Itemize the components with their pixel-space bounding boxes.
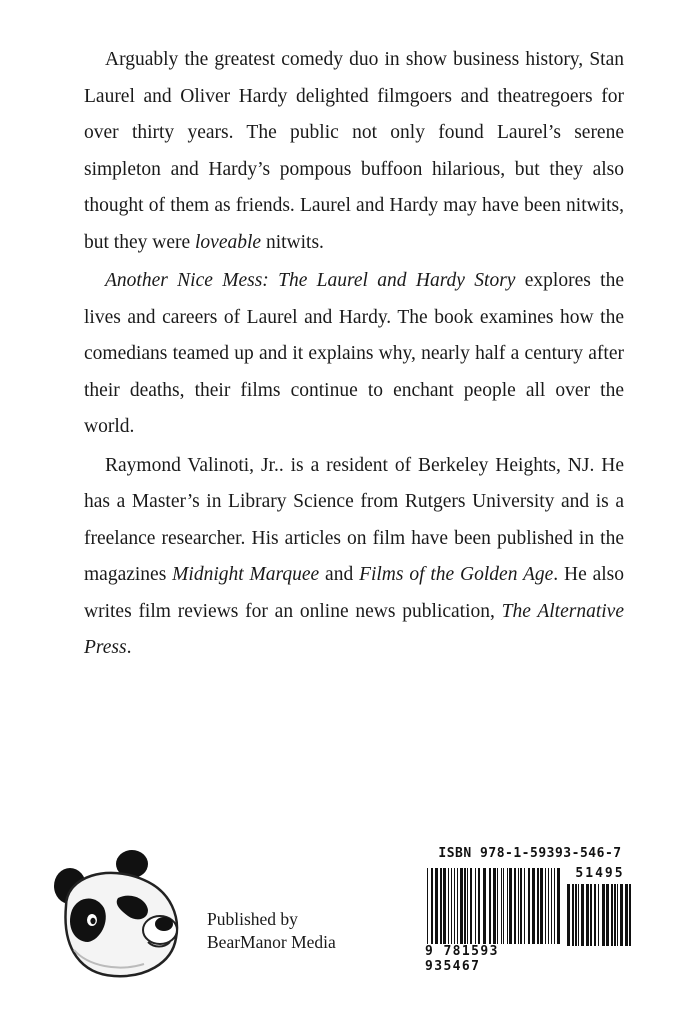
barcode-bar: [545, 868, 546, 946]
barcode-bar: [611, 884, 613, 946]
barcode-bar: [464, 868, 466, 946]
barcode-bar: [509, 868, 512, 946]
barcode-bar: [581, 884, 584, 946]
publisher-credit: [207, 908, 336, 954]
barcode-bar: [554, 868, 555, 946]
barcode-bar: [537, 868, 539, 946]
barcode-bar: [489, 868, 491, 946]
addon-barcode-bars: [565, 884, 635, 958]
barcode-bar: [470, 868, 472, 946]
addon-digits: 51495: [575, 866, 625, 881]
emphasis-loveable: loveable: [195, 231, 262, 253]
barcode-bar: [602, 884, 605, 946]
barcode-bar: [532, 868, 535, 946]
barcode-bar: [454, 868, 455, 946]
barcode-bar: [567, 884, 570, 946]
barcode-bar: [467, 868, 468, 946]
barcode-bar: [586, 884, 589, 946]
barcode-bar: [620, 884, 623, 946]
paragraph-summary: Arguably the greatest comedy duo in show business history, Stan Laurel and Oliver Hardy delighted filmgoers and theatregoers for over thirty years. The public not only found Laurel’s serene simpleton and Hardy’s pompous buffoon hilarious, but they also thought of them as friends. Laurel and Hardy may have been nitwits, but they were loveable nitwits.: [84, 49, 624, 253]
barcode-bar: [551, 868, 552, 946]
barcode-bar: [590, 884, 592, 946]
barcode-bar: [625, 884, 628, 946]
panda-bear-head-icon: [48, 846, 188, 986]
barcode-bar: [478, 868, 480, 946]
magazine-title-2: Films of the Golden Age: [359, 564, 554, 585]
barcode-bar: [528, 868, 530, 946]
barcode-bar: [507, 868, 508, 946]
barcode-bar: [448, 868, 449, 946]
barcode-bar: [503, 868, 504, 946]
barcode-bar: [518, 868, 519, 946]
barcode-bar: [451, 868, 452, 946]
barcode-bar: [501, 868, 502, 946]
barcode-bar: [443, 868, 446, 946]
barcode-bar: [548, 868, 549, 946]
ean-digits: 9 781593 935467: [425, 944, 563, 974]
barcode-bar: [617, 884, 618, 946]
paragraph-book: Another Nice Mess: The Laurel and Hardy Story explores the lives and careers of Laurel and Hardy. The book examines how the comedians teamed up and it explains why, nearly half a century after their deaths, their films continue to enchant people all over the world.: [84, 270, 624, 437]
paragraph-author: Raymond Valinoti, Jr.. is a resident of Berkeley Heights, NJ. He has a Master’s in Library Science from Rutgers University and is a freelance researcher. His articles on film have been published in the magazines Midnight Marquee and Films of the Golden Age. He also writes film reviews for an online news publication, The Alternative Press.: [84, 454, 625, 658]
isbn-label: ISBN 978-1-59393-546-7: [438, 846, 622, 861]
barcode-bar: [572, 884, 574, 946]
barcode-bar: [483, 868, 486, 946]
barcode-bar: [578, 884, 579, 946]
barcode-bar: [594, 884, 596, 946]
barcode-bar: [435, 868, 438, 946]
barcode-bar: [540, 868, 543, 946]
barcode-bar: [520, 868, 522, 946]
barcode-bar: [614, 884, 616, 946]
barcode-bar: [493, 868, 496, 946]
barcode-bar: [440, 868, 442, 946]
barcode-bar: [629, 884, 631, 946]
barcode-bar: [514, 868, 516, 946]
barcode-bar: [575, 884, 577, 946]
book-title: Another Nice Mess: The Laurel and Hardy Story: [105, 270, 516, 291]
barcode-bar: [606, 884, 609, 946]
barcode-bar: [457, 868, 458, 946]
barcode-bar: [460, 868, 463, 946]
publisher-name: BearManor Media: [207, 932, 336, 952]
barcode-bar: [598, 884, 599, 946]
magazine-title-1: Midnight Marquee: [172, 564, 320, 585]
publisher-line-1: Published by: [207, 909, 298, 929]
description-text: [84, 42, 624, 669]
isbn-barcode: [425, 846, 635, 974]
publication-title: The Alternative Press: [84, 600, 624, 658]
barcode-bar: [497, 868, 498, 946]
barcode-bar: [524, 868, 525, 946]
